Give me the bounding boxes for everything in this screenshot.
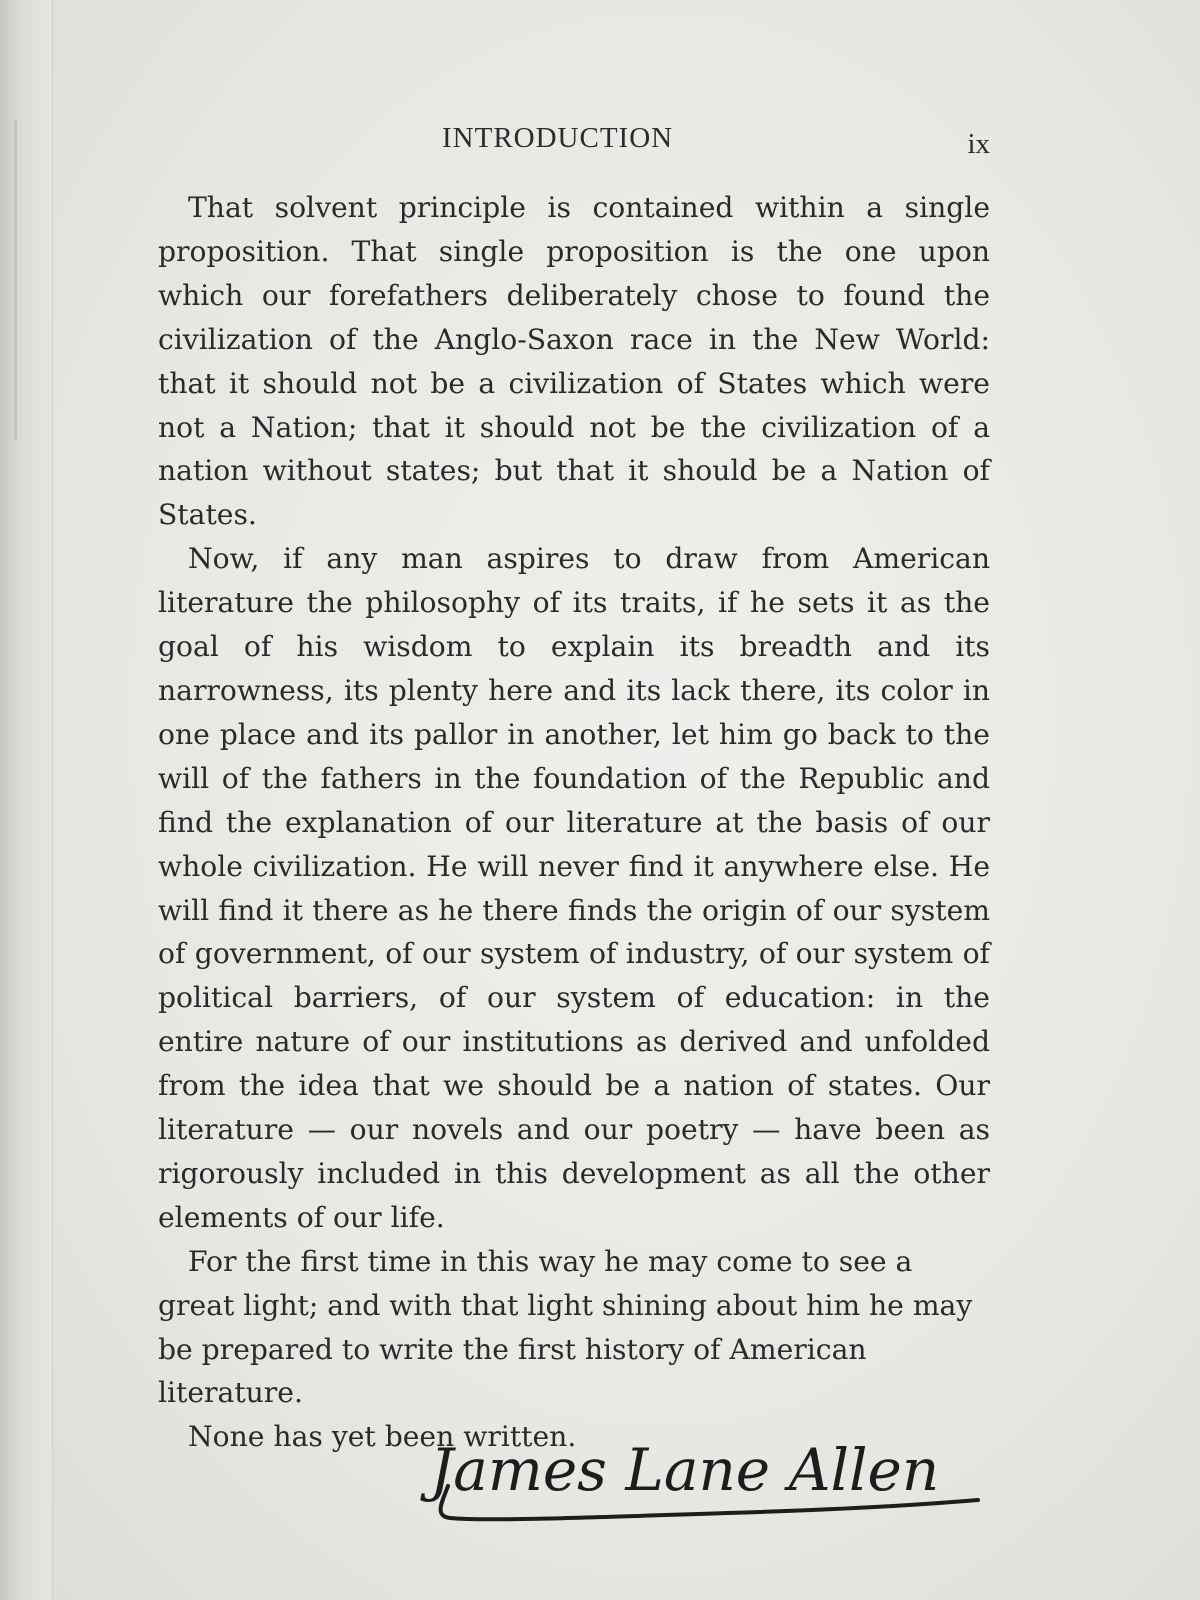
chapter-title: INTRODUCTION (442, 122, 674, 154)
paragraph-1: That solvent principle is contained within a single proposition. That single proposition is the one upon which our forefathers deliberately chose to found the civilization of the Anglo-Saxon race in the New World: that it should not be a civilization of States which were not a Nation; that it should not be the civilization of a nation without states; but that it should be a Nation of States. (158, 191, 990, 532)
paragraph-3: For the first time in this way he may come to see a great light; and with that light shining about him he may be prepared to write the first history of American literature. (158, 1244, 973, 1410)
signature-graphic (430, 1432, 1000, 1542)
paragraph-4: None has yet been written. (188, 1420, 577, 1454)
signature-name: James Lane Allen (430, 1436, 940, 1504)
paragraph-2: Now, if any man aspires to draw from American literature the philosophy of its traits, if he sets it as the goal of his wisdom to explain its breadth and its narrowness, its plenty here and its lack there, its color in one place and its pallor in another, let him go back to the will of the fathers in the foundation of the Republic and find the explanation of our literature at the basis of our whole civilization. He will never find it anywhere else. He will find it there as he there finds the origin of our system of government, of our system of industry, of our system of political barriers, of our system of education: in the entire nature of our institutions as derived and unfolded from the idea that we should be a nation of states. Our literature — our novels and our poetry — have been as rigorously included in this development as all the other elements of our life. (158, 542, 990, 1234)
running-head (160, 122, 990, 162)
binding-edge (0, 0, 53, 1600)
page-number: ix (967, 128, 990, 160)
handwritten-signature (430, 1432, 1000, 1542)
body-text (158, 186, 990, 1459)
